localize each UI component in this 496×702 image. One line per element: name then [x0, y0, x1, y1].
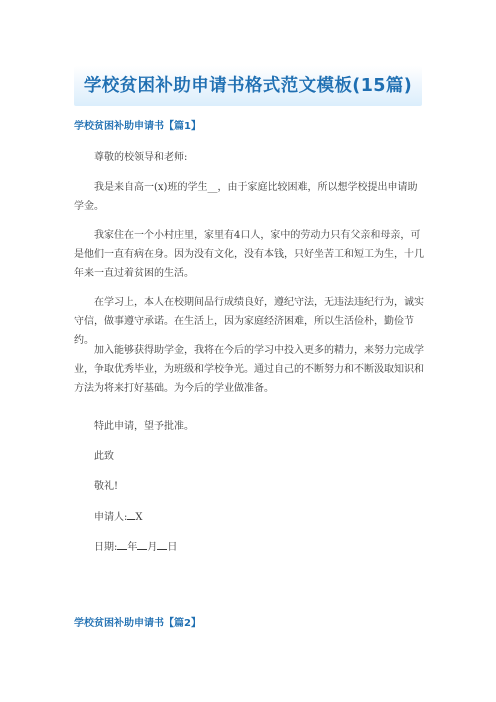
- applicant-line: [94, 511, 143, 525]
- date-day: 日: [167, 542, 178, 553]
- date-line: [94, 541, 177, 555]
- paragraph-1: 我是来自高一(x)班的学生__，由于家庭比较困难，所以想学校提出申请助学金。: [74, 182, 418, 212]
- applicant-value: X: [135, 512, 143, 523]
- section-heading-2: 学校贫困补助申请书【篇2】: [74, 618, 201, 629]
- salutation: 尊敬的校领导和老师:: [94, 152, 188, 163]
- date-month: 月: [147, 542, 158, 553]
- paragraph-2: 我家住在一个小村庄里，家里有4口人，家中的劳动力只有父亲和母亲，可是他们一直有病在身。因为没有文化，没有本钱，只好坐苦工和短工为生，十几年来一直过着贫困的生活。: [74, 230, 424, 279]
- closing-request: 特此申请，望予批准。: [94, 421, 194, 432]
- date-label: 日期:: [94, 542, 118, 553]
- day-underline: [157, 549, 167, 550]
- paragraph-3: 在学习上，本人在校期间品行成绩良好，遵纪守法，无违法违纪行为，诚实守信，做事遵守承诺。在生活上，因为家庭经济困难，所以生活俭朴，勤俭节约。: [74, 297, 424, 346]
- closing-1: 此致: [94, 451, 114, 462]
- date-year: 年: [127, 542, 138, 553]
- document-title: 学校贫困补助申请书格式范文模板(15篇): [83, 76, 413, 96]
- section-heading-1: 学校贫困补助申请书【篇1】: [74, 121, 201, 132]
- applicant-label: 申请人:: [94, 512, 128, 523]
- closing-2: 敬礼!: [94, 481, 119, 492]
- paragraph-4: 加入能够获得助学金，我将在今后的学习中投入更多的精力，来努力完成学业，争取优秀毕业，为班级和学校争光。通过自己的不断努力和不断汲取知识和方法为将来打好基础。为今后的学业做准备。: [74, 345, 424, 394]
- year-underline: [117, 549, 127, 550]
- month-underline: [137, 549, 147, 550]
